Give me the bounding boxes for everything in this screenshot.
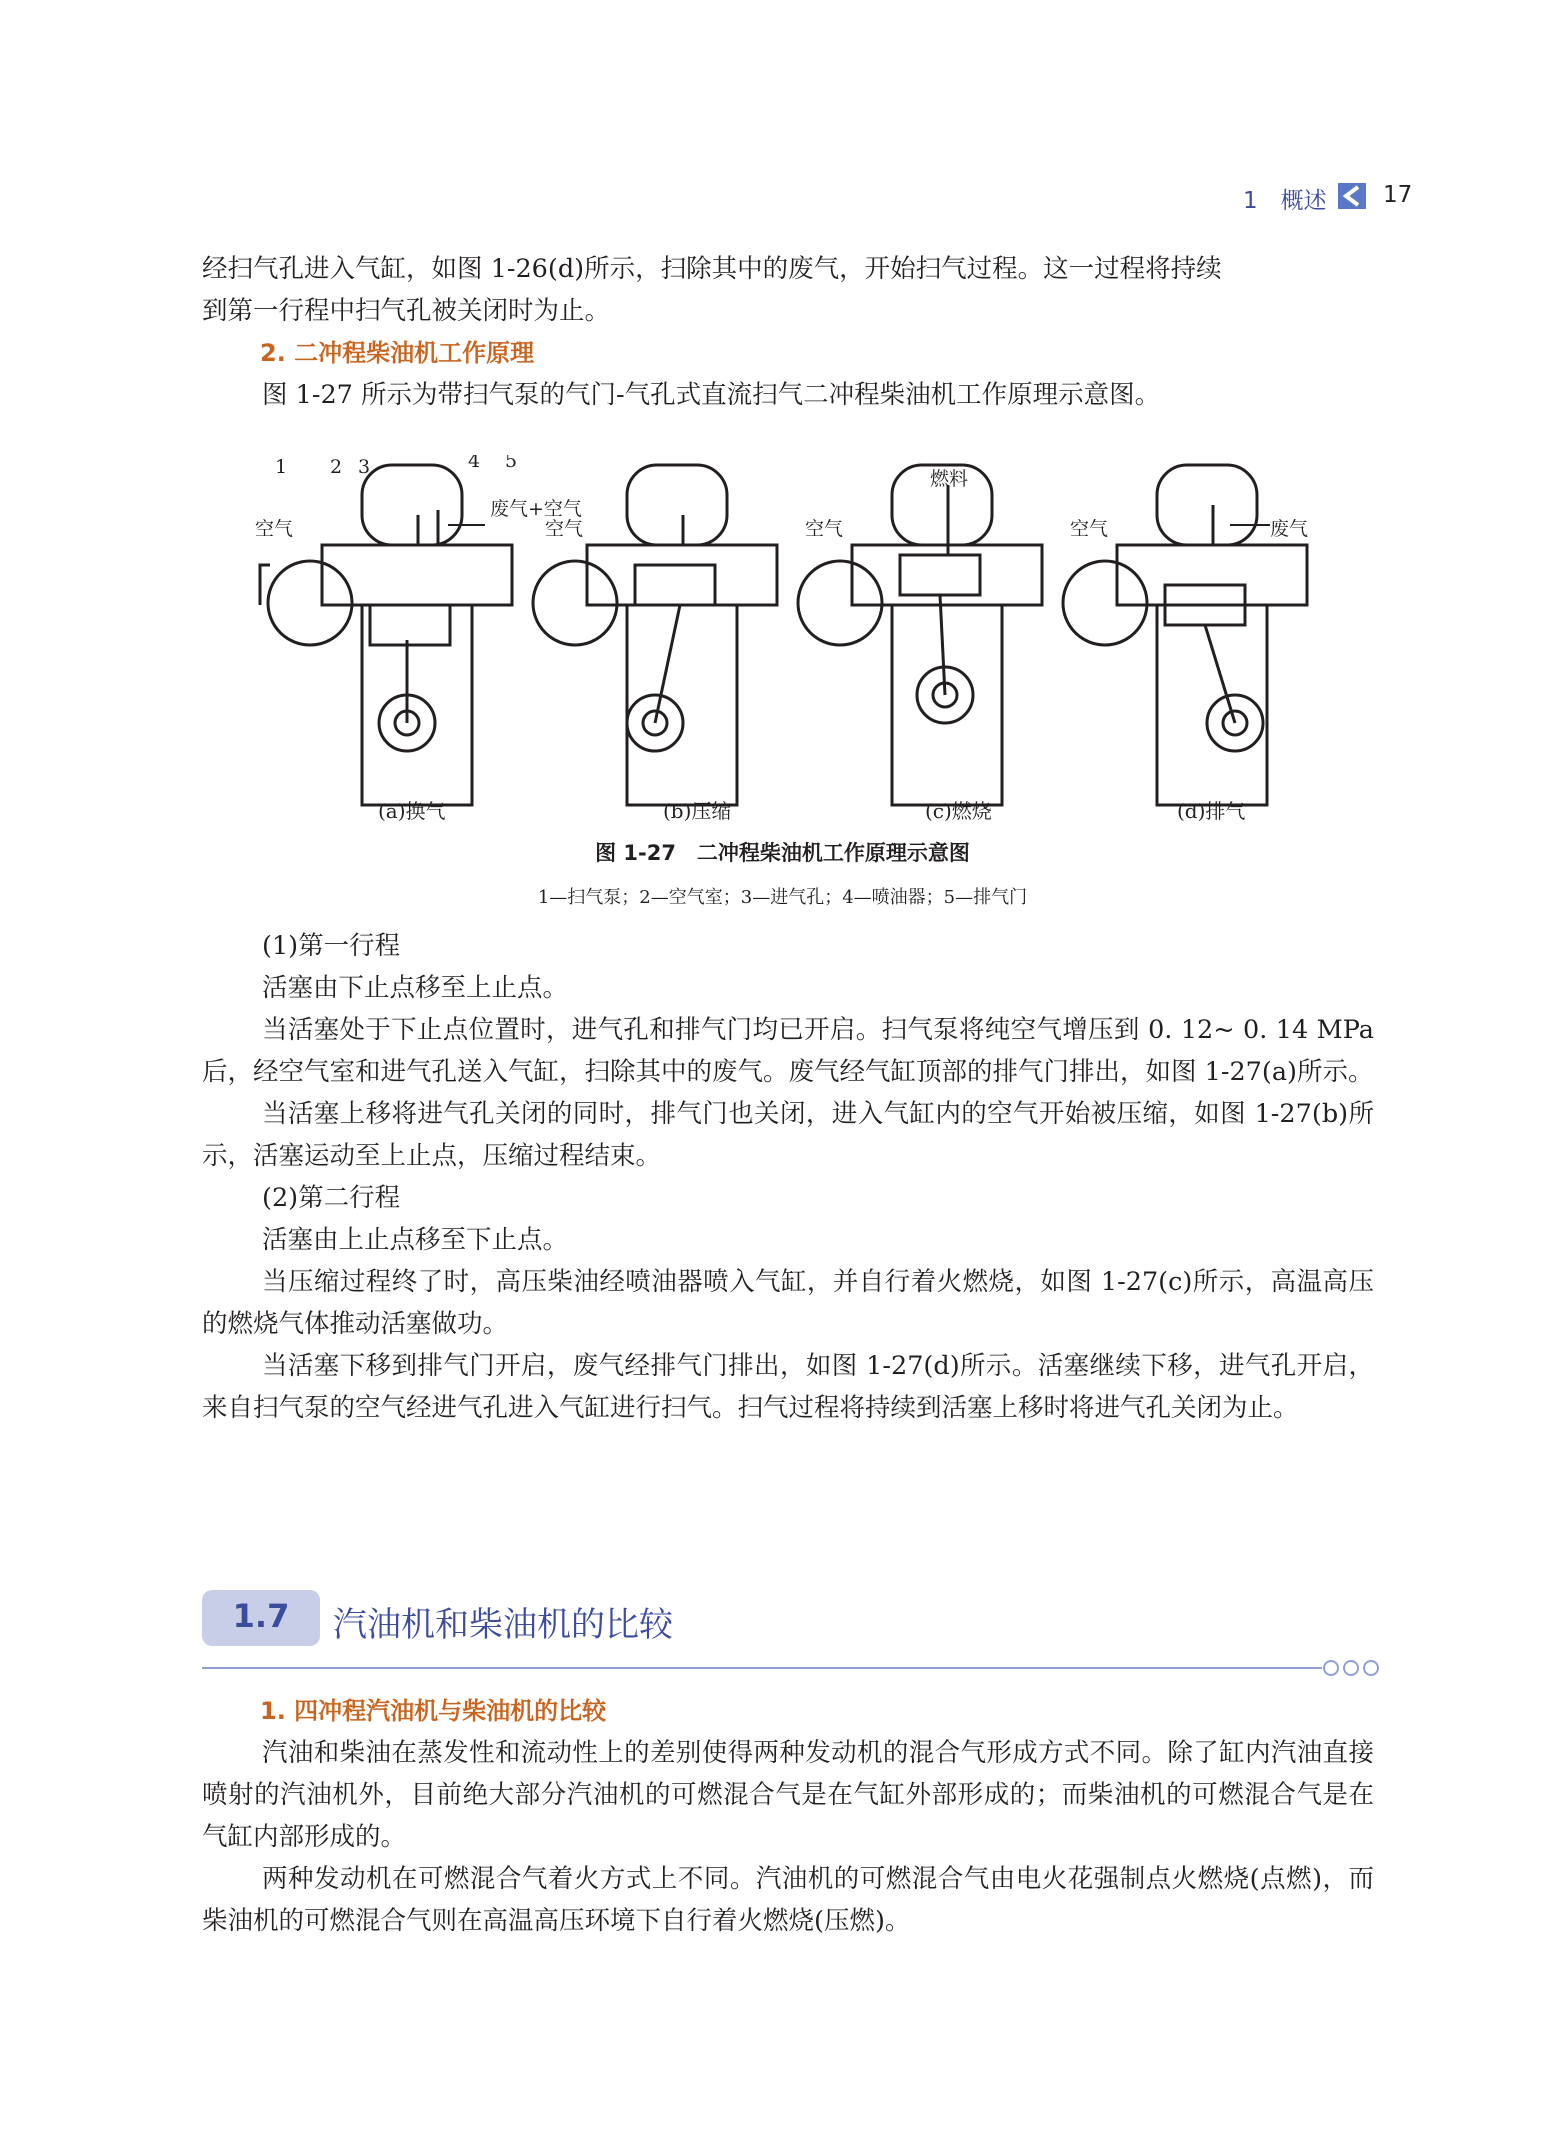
intro-line-1: 经扫气孔进入气缸，如图 1-26(d)所示，扫除其中的废气，开始扫气过程。这一过程将持续 [202, 254, 1222, 284]
label-fuel: 燃料 [930, 468, 969, 490]
chevron-left-icon [1338, 183, 1366, 209]
subcaption-d: (d)排气 [1177, 799, 1246, 823]
section-rule [202, 1667, 1322, 1669]
paragraph: 当活塞下移到排气门开启，废气经排气门排出，如图 1-27(d)所示。活塞继续下移，进气孔开启，来自扫气泵的空气经进气孔进入气缸进行扫气。扫气过程将持续到活塞上移时将进气孔关闭为止。 [202, 1351, 1374, 1423]
paragraph: 当活塞处于下止点位置时，进气孔和排气门均已开启。扫气泵将纯空气增压到 0. 12~ 0. 14 MPa 后，经空气室和进气孔送入气缸，扫除其中的废气。废气经气缸顶部的排气门排出，如图 1-27(a)所示。 [202, 1015, 1374, 1087]
decorative-circles-icon [1322, 1659, 1382, 1681]
paragraph: 汽油和柴油在蒸发性和流动性上的差别使得两种发动机的混合气形成方式不同。除了缸内汽油直接喷射的汽油机外，目前绝大部分汽油机的可燃混合气是在气缸外部形成的；而柴油机的可燃混合气是在气缸内部形成的。 [202, 1738, 1374, 1852]
chapter-label: 1 概述 [1243, 188, 1327, 214]
section-1-7-content [202, 1690, 1374, 1942]
subcaption-b: (b)压缩 [663, 799, 732, 823]
intro-line-2: 到第一行程中扫气孔被关闭时为止。 [202, 296, 611, 326]
label-air-a: 空气 [255, 518, 294, 540]
label-air-c: 空气 [805, 518, 844, 540]
panel-a [260, 465, 512, 805]
subcaption-a: (a)换气 [378, 799, 446, 823]
page-number: 17 [1383, 182, 1413, 208]
engine-diagram [250, 455, 1320, 835]
paragraph: 当压缩过程终了时，高压柴油经喷油器喷入气缸，并自行着火燃烧，如图 1-27(c)所示，高温高压的燃烧气体推动活塞做功。 [202, 1267, 1374, 1339]
subsection-1-heading: 1. 四冲程汽油机与柴油机的比较 [260, 1697, 607, 1725]
section-2-heading: 2. 二冲程柴油机工作原理 [260, 339, 535, 367]
label-3: 3 [358, 456, 371, 478]
label-2: 2 [330, 456, 343, 478]
label-5: 5 [505, 455, 518, 472]
label-1: 1 [275, 456, 288, 478]
paragraph: 活塞由下止点移至上止点。 [262, 973, 569, 1003]
section-2-intro: 图 1-27 所示为带扫气泵的气门-气孔式直流扫气二冲程柴油机工作原理示意图。 [262, 380, 1161, 410]
section-title: 汽油机和柴油机的比较 [333, 1605, 673, 1645]
subcaption-c: (c)燃烧 [925, 799, 992, 823]
label-4: 4 [468, 455, 481, 472]
figure-title: 图 1-27 二冲程柴油机工作原理示意图 [595, 841, 970, 865]
paragraph: (2)第二行程 [262, 1183, 401, 1213]
body-paragraphs [202, 925, 1374, 1429]
label-air-b: 空气 [545, 518, 584, 540]
running-header [0, 182, 1565, 222]
paragraph: 活塞由上止点移至下止点。 [262, 1225, 569, 1255]
label-exhaust-d: 废气 [1270, 518, 1309, 540]
label-air-d: 空气 [1070, 518, 1109, 540]
paragraph: 当活塞上移将进气孔关闭的同时，排气门也关闭，进入气缸内的空气开始被压缩，如图 1-27(b)所示，活塞运动至上止点，压缩过程结束。 [202, 1099, 1374, 1171]
panel-d [1063, 465, 1307, 805]
paragraph: 两种发动机在可燃混合气着火方式上不同。汽油机的可燃混合气由电火花强制点火燃烧(点燃)，而柴油机的可燃混合气则在高温高压环境下自行着火燃烧(压燃)。 [202, 1864, 1374, 1936]
panel-c [798, 465, 1042, 805]
label-exhaust-air: 废气+空气 [490, 498, 582, 520]
intro-block [202, 248, 1374, 416]
figure-legend: 1—扫气泵；2—空气室；3—进气孔；4—喷油器；5—排气门 [537, 887, 1028, 908]
section-number: 1.7 [232, 1597, 290, 1635]
paragraph: (1)第一行程 [262, 931, 401, 961]
